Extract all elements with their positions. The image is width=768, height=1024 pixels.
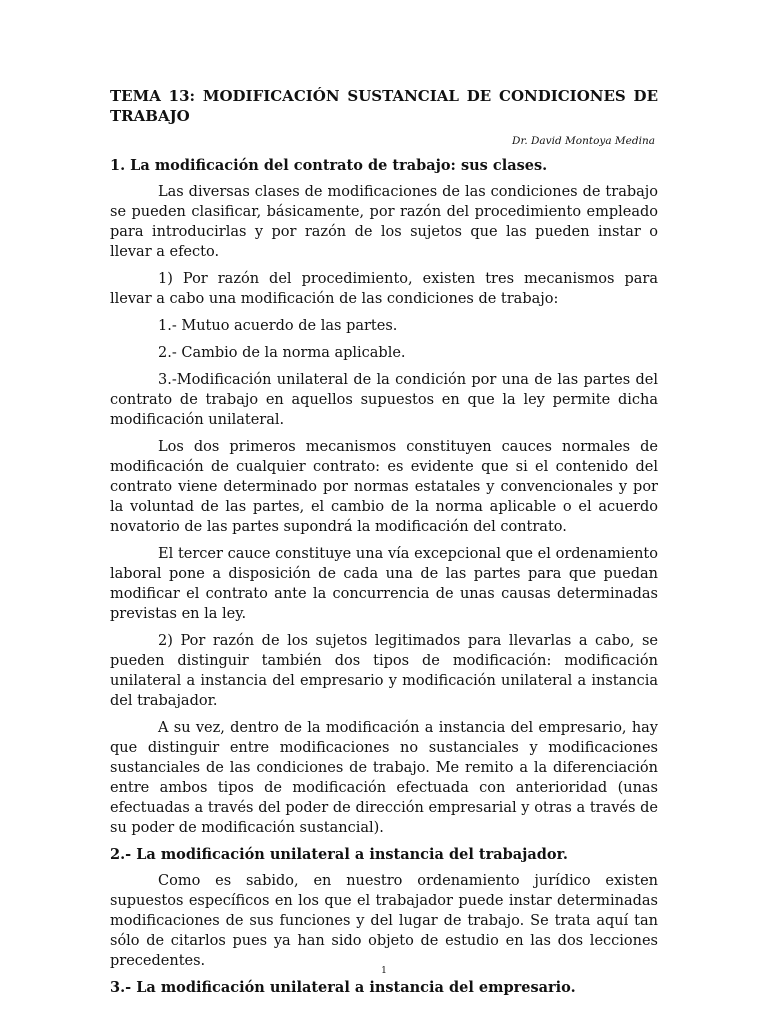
paragraph: 2) Por razón de los sujetos legitimados para llevarlas a cabo, se pueden distinguir también dos tipos de modificación: modificación unilateral a instancia del empresario y modificación unilateral a instancia del trabajador.: [110, 633, 658, 709]
paragraph: Los dos primeros mecanismos constituyen cauces normales de modificación de cualquier contrato: es evidente que si el contenido del contrato viene determinado por normas estatales y convencionales y por la voluntad de las partes, el cambio de la norma aplicable o el acuerdo novatorio de las partes supondrá la modificación del contrato.: [110, 439, 658, 535]
list-item: 2.- Cambio de la norma aplicable.: [158, 345, 406, 361]
list-item: 1.- Mutuo acuerdo de las partes.: [158, 318, 398, 334]
section-3: [110, 978, 658, 997]
section-1: [110, 156, 658, 838]
paragraph: El tercer cauce constituye una vía excepcional que el ordenamiento laboral pone a disposición de cada una de las partes para que puedan modificar el contrato ante la concurrencia de unas causas determinadas previstas en la ley.: [110, 546, 658, 622]
section-heading: 2.- La modificación unilateral a instancia del trabajador.: [110, 846, 568, 863]
document-title: TEMA 13: MODIFICACIÓN SUSTANCIAL DE CONDICIONES DE TRABAJO: [110, 87, 658, 125]
section-heading: 3.- La modificación unilateral a instancia del empresario.: [110, 979, 576, 996]
list-item: 3.-Modificación unilateral de la condición por una de las partes del contrato de trabajo en aquellos supuestos en que la ley permite dicha modificación unilateral.: [110, 372, 658, 428]
section-2: [110, 845, 658, 971]
paragraph: 1) Por razón del procedimiento, existen tres mecanismos para llevar a cabo una modificación de las condiciones de trabajo:: [110, 271, 658, 307]
page-content: [110, 86, 658, 1004]
paragraph: Las diversas clases de modificaciones de las condiciones de trabajo se pueden clasificar, básicamente, por razón del procedimiento empleado para introducirlas y por razón de los sujetos que las pueden instar o llevar a efecto.: [110, 184, 658, 260]
section-heading: 1. La modificación del contrato de trabajo: sus clases.: [110, 157, 548, 174]
author-name: Dr. David Montoya Medina: [512, 135, 655, 147]
paragraph: Como es sabido, en nuestro ordenamiento jurídico existen supuestos específicos en los que el trabajador puede instar determinadas modificaciones de sus funciones y del lugar de trabajo. Se trata aquí tan sólo de citarlos pues ya han sido objeto de estudio en las dos lecciones precedentes.: [110, 873, 658, 969]
page-number: 1: [381, 966, 387, 976]
paragraph: A su vez, dentro de la modificación a instancia del empresario, hay que distinguir entre modificaciones no sustanciales y modificaciones sustanciales de las condiciones de trabajo. Me remito a la diferenciación entre ambos tipos de modificación efectuada con anterioridad (unas efectuadas a través del poder de dirección empresarial y otras a través de su poder de modificación sustancial).: [110, 720, 658, 836]
